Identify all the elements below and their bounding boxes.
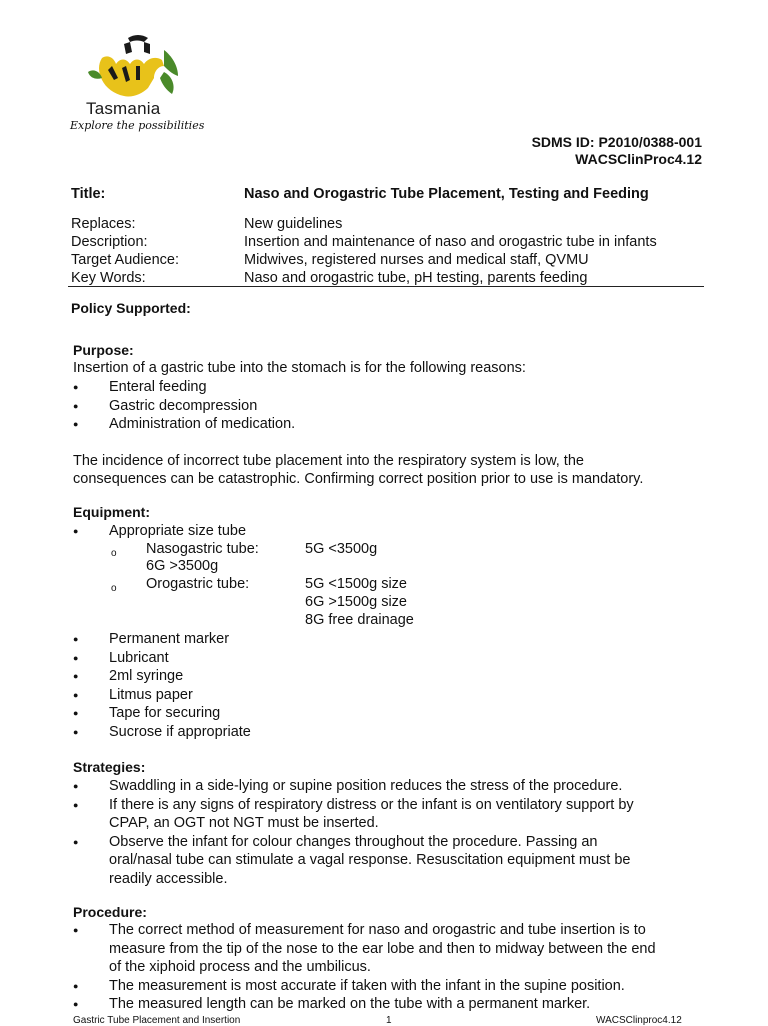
meta-value: Midwives, registered nurses and medical staff, QVMU	[244, 252, 589, 268]
line: readily accessible.	[109, 870, 228, 887]
policy-heading: Policy Supported:	[71, 300, 191, 316]
meta-values	[244, 215, 657, 287]
procedure-heading: Procedure:	[73, 904, 147, 920]
document-id-block	[532, 134, 702, 168]
line: Swaddling in a side-lying or supine position reduces the stress of the procedure.	[109, 778, 623, 794]
equipment-list	[73, 630, 251, 742]
list-item: ● Appropriate size tube	[73, 522, 246, 541]
paragraph-line: consequences can be catastrophic. Confirming correct position prior to use is mandatory.	[73, 471, 644, 487]
naso-size: 6G >3500g	[146, 558, 219, 574]
list-item: ● Administration of medication.	[73, 415, 295, 434]
meta-label: Replaces:	[71, 216, 136, 232]
meta-value: Insertion and maintenance of naso and orogastric tube in infants	[244, 234, 657, 250]
oro-size: 8G free drainage	[305, 612, 414, 628]
purpose-paragraph	[73, 452, 643, 488]
meta-label: Key Words:	[71, 270, 146, 286]
naso-size: 5G <3500g	[305, 541, 378, 557]
meta-value: Naso and orogastric tube, pH testing, parents feeding	[244, 270, 588, 286]
list-item	[73, 796, 713, 833]
list-item: ● Permanent marker	[73, 630, 251, 649]
line: measure from the tip of the nose to the ear lobe and then to midway between the end	[109, 940, 656, 957]
list-item	[73, 977, 723, 996]
line: ● The measured length can be marked on the tube with a permanent marker.	[109, 996, 591, 1013]
page-number: 1	[386, 1015, 392, 1026]
list-item: ● Lubricant	[73, 649, 251, 668]
purpose-list	[73, 378, 295, 434]
equipment-first	[73, 522, 246, 541]
tasmanian-tiger-emblem-icon	[88, 35, 178, 97]
oro-size: 6G >1500g size	[305, 594, 407, 610]
list-item: ● Enteral feeding	[73, 378, 295, 397]
list-item	[73, 921, 723, 977]
purpose-heading: Purpose:	[73, 342, 134, 358]
list-item: ● Sucrose if appropriate	[73, 723, 251, 742]
line: CPAP, an OGT not NGT must be inserted.	[109, 815, 379, 832]
list-item	[73, 833, 713, 889]
meta-label: Description:	[71, 234, 148, 250]
sub-bullet-icon: o	[111, 548, 117, 559]
line: ● The measurement is most accurate if taken with the infant in the supine position.	[109, 977, 625, 994]
list-item: ● Litmus paper	[73, 686, 251, 705]
line: oral/nasal tube can stimulate a vagal response. Resuscitation equipment must be	[109, 852, 631, 869]
sub-bullet-icon: o	[111, 583, 117, 594]
procedure-list	[73, 921, 723, 1014]
document-title: Naso and Orogastric Tube Placement, Testing and Feeding	[244, 186, 649, 202]
naso-label: Nasogastric tube:	[146, 541, 259, 557]
line: ● The correct method of measurement for naso and orogastric and tube insertion is to	[109, 922, 646, 938]
purpose-intro: Insertion of a gastric tube into the stomach is for the following reasons:	[73, 360, 526, 376]
strategies-heading: Strategies:	[73, 759, 146, 775]
oro-size: 5G <1500g size	[305, 576, 407, 592]
list-item	[73, 777, 713, 796]
title-label: Title:	[71, 186, 106, 202]
paragraph-line: The incidence of incorrect tube placement into the respiratory system is low, the	[73, 453, 584, 469]
meta-labels	[71, 215, 179, 287]
divider	[68, 286, 704, 287]
meta-value: New guidelines	[244, 216, 343, 232]
footer-left: Gastric Tube Placement and Insertion	[73, 1015, 241, 1026]
line: ● If there is any signs of respiratory distress or the infant is on ventilatory support by	[109, 796, 634, 813]
footer-right: WACSClinproc4.12	[596, 1015, 682, 1026]
list-item	[73, 995, 723, 1014]
logo-tagline: Explore the possibilities	[70, 119, 205, 132]
logo-name: Tasmania	[86, 99, 161, 118]
list-item: ● Tape for securing	[73, 704, 251, 723]
document-ref: WACSClinProc4.12	[575, 151, 702, 167]
strategies-list	[73, 777, 713, 889]
line: of the xiphoid process and the umbilicus.	[109, 959, 371, 976]
line: ● Observe the infant for colour changes throughout the procedure. Passing an	[109, 833, 598, 850]
oro-label: Orogastric tube:	[146, 576, 250, 592]
equipment-heading: Equipment:	[73, 504, 150, 520]
list-item: ● Gastric decompression	[73, 397, 295, 416]
meta-label: Target Audience:	[71, 252, 180, 268]
sdms-id: SDMS ID: P2010/0388-001	[531, 134, 702, 150]
list-item: ● 2ml syringe	[73, 667, 251, 686]
